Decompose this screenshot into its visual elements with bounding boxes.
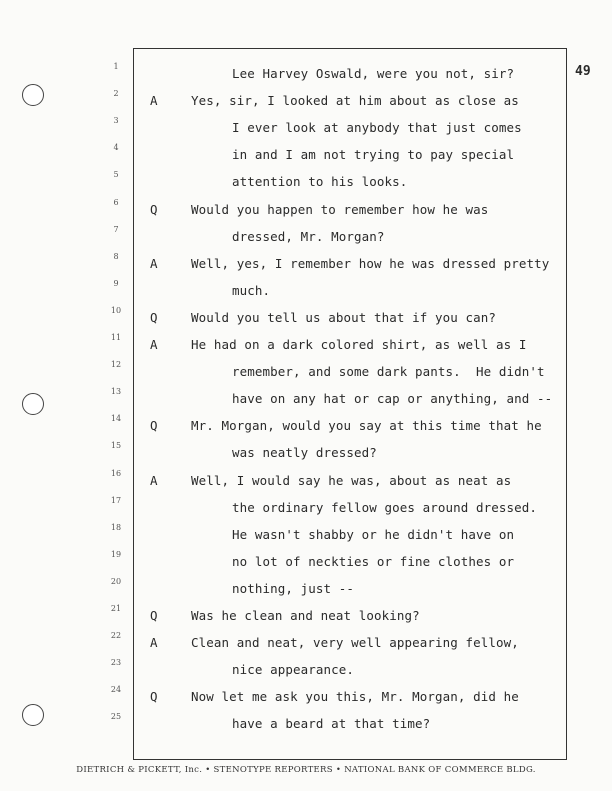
line-number: 21 xyxy=(110,604,122,613)
line-number: 1 xyxy=(113,62,119,71)
transcript-line xyxy=(0,143,612,173)
line-text: remember, and some dark pants. He didn't xyxy=(232,364,545,380)
line-number: 24 xyxy=(110,685,122,695)
line-text: Lee Harvey Oswald, were you not, sir? xyxy=(232,66,515,81)
line-number: 5 xyxy=(113,170,119,180)
speaker-label: Q xyxy=(150,418,158,434)
line-number: 18 xyxy=(110,522,122,532)
line-number: 15 xyxy=(110,441,122,451)
line-number: 9 xyxy=(113,278,119,288)
transcript-line xyxy=(0,170,612,200)
transcript-line xyxy=(0,116,612,146)
line-number: 2 xyxy=(113,89,119,99)
transcript-line xyxy=(0,387,612,417)
transcript-line xyxy=(0,441,612,471)
transcript-line xyxy=(0,468,612,499)
line-number: 25 xyxy=(110,712,122,722)
line-text: Mr. Morgan, would you say at this time that he xyxy=(191,418,542,434)
speaker-label: A xyxy=(150,337,158,352)
speaker-label: A xyxy=(150,472,158,488)
line-text: I ever look at anybody that just comes xyxy=(232,120,522,136)
line-text: He had on a dark colored shirt, as well as I xyxy=(191,337,527,352)
line-number: 16 xyxy=(110,468,122,478)
transcript-line xyxy=(0,604,612,634)
line-text: He wasn't shabby or he didn't have on xyxy=(232,526,515,542)
transcript-line xyxy=(0,89,612,119)
line-number: 19 xyxy=(110,549,122,559)
speaker-label: A xyxy=(150,635,158,651)
speaker-label: Q xyxy=(150,201,158,217)
line-number: 4 xyxy=(113,143,119,153)
line-text: dressed, Mr. Morgan? xyxy=(232,228,385,244)
line-number: 11 xyxy=(110,333,122,342)
transcript-line xyxy=(0,197,612,228)
line-number: 13 xyxy=(110,387,122,397)
line-number: 7 xyxy=(113,224,119,234)
line-text: have a beard at that time? xyxy=(232,716,431,732)
transcript-line xyxy=(0,305,612,336)
line-number: 20 xyxy=(110,576,122,586)
speaker-label: Q xyxy=(150,689,158,705)
transcript-line xyxy=(0,522,612,553)
line-text: Would you happen to remember how he was xyxy=(191,201,489,217)
transcript-line xyxy=(0,549,612,580)
line-text: much. xyxy=(232,282,271,298)
line-text: attention to his looks. xyxy=(232,174,408,190)
speaker-label: A xyxy=(150,255,158,271)
line-text: no lot of neckties or fine clothes or xyxy=(232,553,515,569)
line-text: the ordinary fellow goes around dressed. xyxy=(232,499,538,515)
transcript-line xyxy=(0,224,612,255)
line-text: Well, yes, I remember how he was dressed pretty xyxy=(191,255,550,271)
line-number: 23 xyxy=(110,658,122,668)
line-text: in and I am not trying to pay special xyxy=(232,147,515,163)
transcript-line xyxy=(0,495,612,526)
transcript-line xyxy=(0,251,612,282)
line-number: 6 xyxy=(113,197,119,207)
transcript-line xyxy=(0,631,612,661)
transcript-line xyxy=(0,278,612,309)
line-number: 8 xyxy=(113,251,119,261)
speaker-label: Q xyxy=(150,309,158,325)
line-number: 12 xyxy=(110,360,122,370)
line-text: Was he clean and neat looking? xyxy=(191,608,420,623)
transcript-line xyxy=(0,712,612,742)
transcript-line xyxy=(0,414,612,444)
transcript-line xyxy=(0,658,612,688)
line-text: have on any hat or cap or anything, and -- xyxy=(232,391,553,407)
transcript-line xyxy=(0,685,612,715)
line-text: nice appearance. xyxy=(232,662,355,678)
transcript-line xyxy=(0,360,612,390)
line-text: Well, I would say he was, about as neat as xyxy=(191,472,512,488)
line-text: Now let me ask you this, Mr. Morgan, did he xyxy=(191,689,519,705)
transcript-line xyxy=(0,333,612,363)
line-number: 14 xyxy=(110,414,122,424)
speaker-label: Q xyxy=(150,608,158,623)
page-frame-bottom xyxy=(133,759,567,760)
line-text: nothing, just -- xyxy=(232,580,355,596)
line-number: 17 xyxy=(110,495,122,505)
speaker-label: A xyxy=(150,93,158,109)
reporter-footer: DIETRICH & PICKETT, Inc. • STENOTYPE REPORTERS • NATIONAL BANK OF COMMERCE BLDG. xyxy=(76,765,536,775)
line-text: Would you tell us about that if you can? xyxy=(191,309,497,325)
line-number: 10 xyxy=(110,305,122,315)
page-frame-top xyxy=(133,48,567,49)
line-text: was neatly dressed? xyxy=(232,445,377,461)
transcript-line xyxy=(0,62,612,92)
line-text: Clean and neat, very well appearing fellow, xyxy=(191,635,519,651)
line-number: 22 xyxy=(110,631,122,641)
transcript-line xyxy=(0,576,612,607)
line-text: Yes, sir, I looked at him about as close as xyxy=(191,93,519,109)
line-number: 3 xyxy=(113,116,119,126)
page-number: 49 xyxy=(575,64,591,79)
